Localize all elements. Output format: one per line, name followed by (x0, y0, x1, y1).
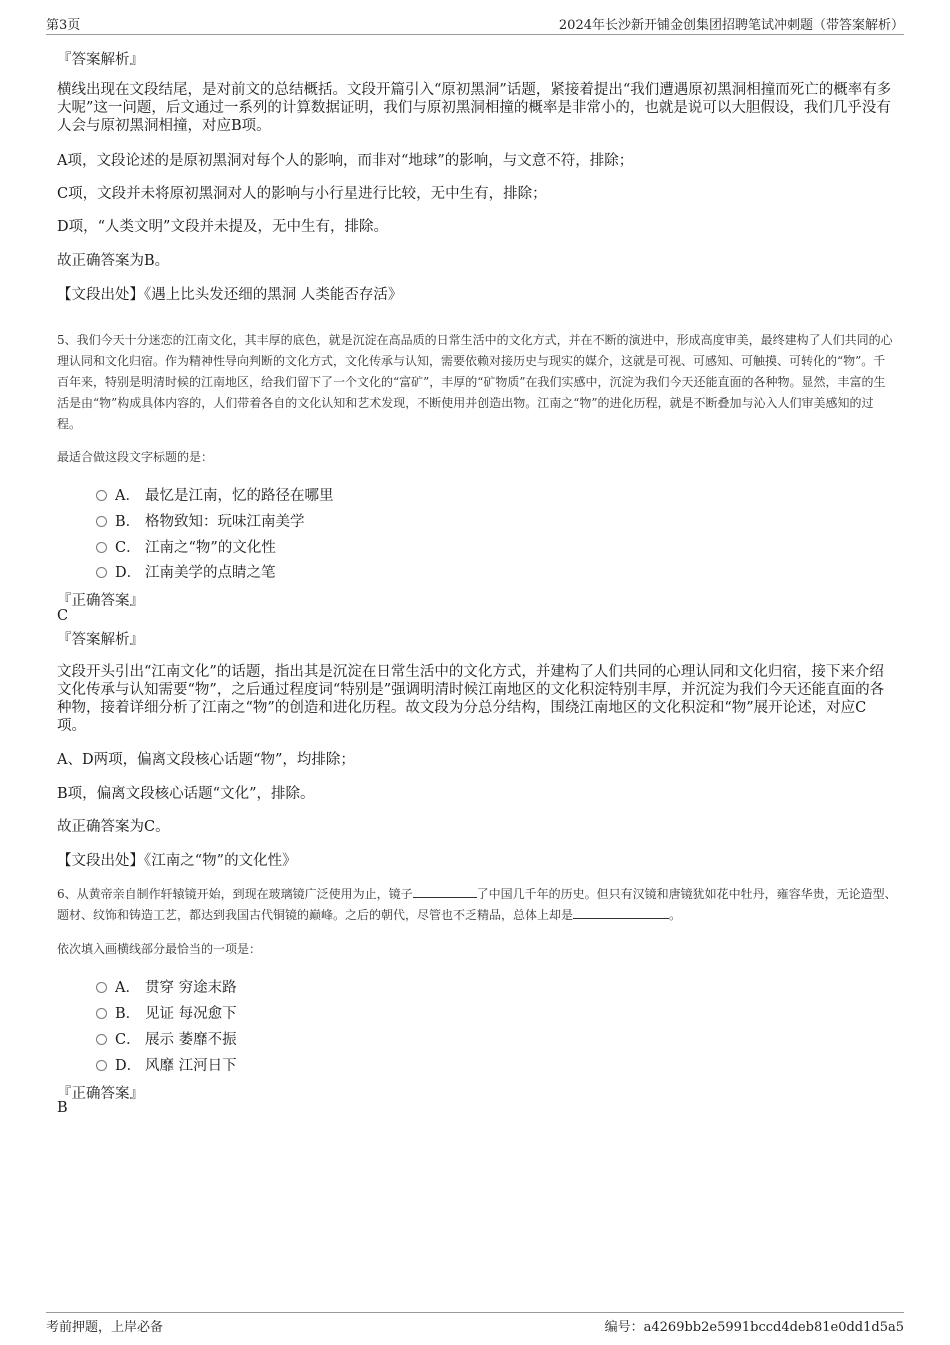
question-5-passage: 5、我们今天十分迷恋的江南文化，其丰厚的底色，就是沉淀在高品质的日常生活中的文化方式，并在不断的演进中，形成高度审美，最终建构了人们共同的心理认同和文化归宿。作为精神性导向判断的文化方式，文化传承与认知，需要依赖对接历史与现实的媒介，这就是可视、可感知、可触摸、可转化的“物”。千百年来，特别是明清时候的江南地区，给我们留下了一个文化的“富矿”，丰厚的“矿物质”在我们实感中，沉淀为我们今天还能直面的各种物。显然，丰富的生活是由“物”构成具体内容的，人们带着各自的文化认知和艺术发现，不断使用并创造出物。江南之“物”的进化历程，就是不断叠加与沁入人们审美感知的过程。 (57, 333, 893, 431)
analysis-option-d: D项，“人类文明”文段并未提及，无中生有，排除。 (57, 219, 388, 235)
source-citation: 【文段出处】《江南之“物”的文化性》 (57, 853, 297, 869)
analysis-option-b: B项，偏离文段核心话题“文化”，排除。 (57, 786, 315, 802)
analysis-text: 文段开头引出“江南文化”的话题，指出其是沉淀在日常生活中的文化方式，并建构了人们共同的心理认同和文化归宿，接下来介绍文化传承与认知需要“物”，之后通过程度词“特别是”强调明清时候江南地区的文化积淀特别丰厚，并沉淀为我们今天还能直面的各种物，接着详细分析了江南之“物”的创造和进化历程。故文段为分总分结构，围绕江南地区的文化积淀和“物”展开论述，对应C项。 (57, 664, 885, 734)
radio-icon[interactable] (96, 1034, 107, 1045)
radio-icon[interactable] (96, 982, 107, 993)
question-5-option-d[interactable]: D． 江南美学的点睛之笔 (96, 561, 276, 579)
document-title: 2024年长沙新开铺金创集团招聘笔试冲刺题（带答案解析） (558, 18, 904, 33)
radio-icon[interactable] (96, 1008, 107, 1019)
page-number: 第3页 (46, 18, 81, 33)
radio-icon[interactable] (96, 490, 107, 501)
question-5-option-c[interactable]: C． 江南之“物”的文化性 (96, 536, 276, 554)
correct-answer-label: 『正确答案』 (57, 1086, 144, 1102)
page-header (46, 14, 904, 35)
analysis-option-a: A项，文段论述的是原初黑洞对每个人的影响，而非对“地球”的影响，与文意不符，排除； (57, 153, 634, 169)
radio-icon[interactable] (96, 542, 107, 553)
question-6-prompt: 依次填入画横线部分最恰当的一项是： (57, 942, 262, 956)
question-5-option-b[interactable]: B． 格物致知：玩味江南美学 (96, 510, 305, 528)
analysis-label: 『答案解析』 (57, 52, 144, 68)
fill-blank-1[interactable] (413, 885, 477, 898)
analysis-conclusion: 故正确答案为B。 (57, 253, 170, 269)
question-5-prompt: 最适合做这段文字标题的是： (57, 450, 214, 464)
question-6-passage: 6、从黄帝亲自制作轩辕镜开始，到现在玻璃镜广泛使用为止，镜子 了中国几千年的历史。但只有汉镜和唐镜犹如花中牡丹，雍容华贵，无论造型、题材、纹饰和铸造工艺，都达到我国古代铜镜的巅峰。之后的朝代，尽管也不乏精品，总体上却是 。 (57, 887, 897, 922)
analysis-option-ad: A、D两项，偏离文段核心话题“物”，均排除； (57, 752, 355, 768)
question-6-option-c[interactable]: C． 展示 萎靡不振 (96, 1028, 237, 1046)
radio-icon[interactable] (96, 1060, 107, 1071)
correct-answer: B (57, 1100, 68, 1116)
radio-icon[interactable] (96, 516, 107, 527)
question-6-option-d[interactable]: D． 风靡 江河日下 (96, 1054, 237, 1072)
analysis-conclusion: 故正确答案为C。 (57, 819, 170, 835)
document-id: 编号：a4269bb2e5991bccd4deb81e0dd1d5a5 (604, 1320, 904, 1335)
page-footer (46, 1312, 904, 1337)
question-6-option-b[interactable]: B． 见证 每况愈下 (96, 1002, 237, 1020)
fill-blank-2[interactable] (573, 906, 669, 919)
question-6-option-a[interactable]: A． 贯穿 穷途末路 (96, 976, 237, 994)
radio-icon[interactable] (96, 567, 107, 578)
analysis-option-c: C项，文段并未将原初黑洞对人的影响与小行星进行比较，无中生有，排除； (57, 186, 547, 202)
analysis-label: 『答案解析』 (57, 632, 144, 648)
correct-answer-label: 『正确答案』 (57, 593, 144, 609)
correct-answer: C (57, 608, 69, 624)
footer-slogan: 考前押题，上岸必备 (46, 1320, 164, 1335)
analysis-text: 横线出现在文段结尾，是对前文的总结概括。文段开篇引入“原初黑洞”话题，紧接着提出“我们遭遇原初黑洞相撞而死亡的概率有多大呢”这一问题，后文通过一系列的计算数据证明，我们与原初黑洞相撞的概率是非常小的，也就是说可以大胆假设，我们几乎没有人会与原初黑洞相撞，对应B项。 (57, 82, 892, 134)
source-citation: 【文段出处】《遇上比头发还细的黑洞 人类能否存活》 (57, 287, 403, 303)
question-5-option-a[interactable]: A． 最忆是江南，忆的路径在哪里 (96, 484, 334, 502)
